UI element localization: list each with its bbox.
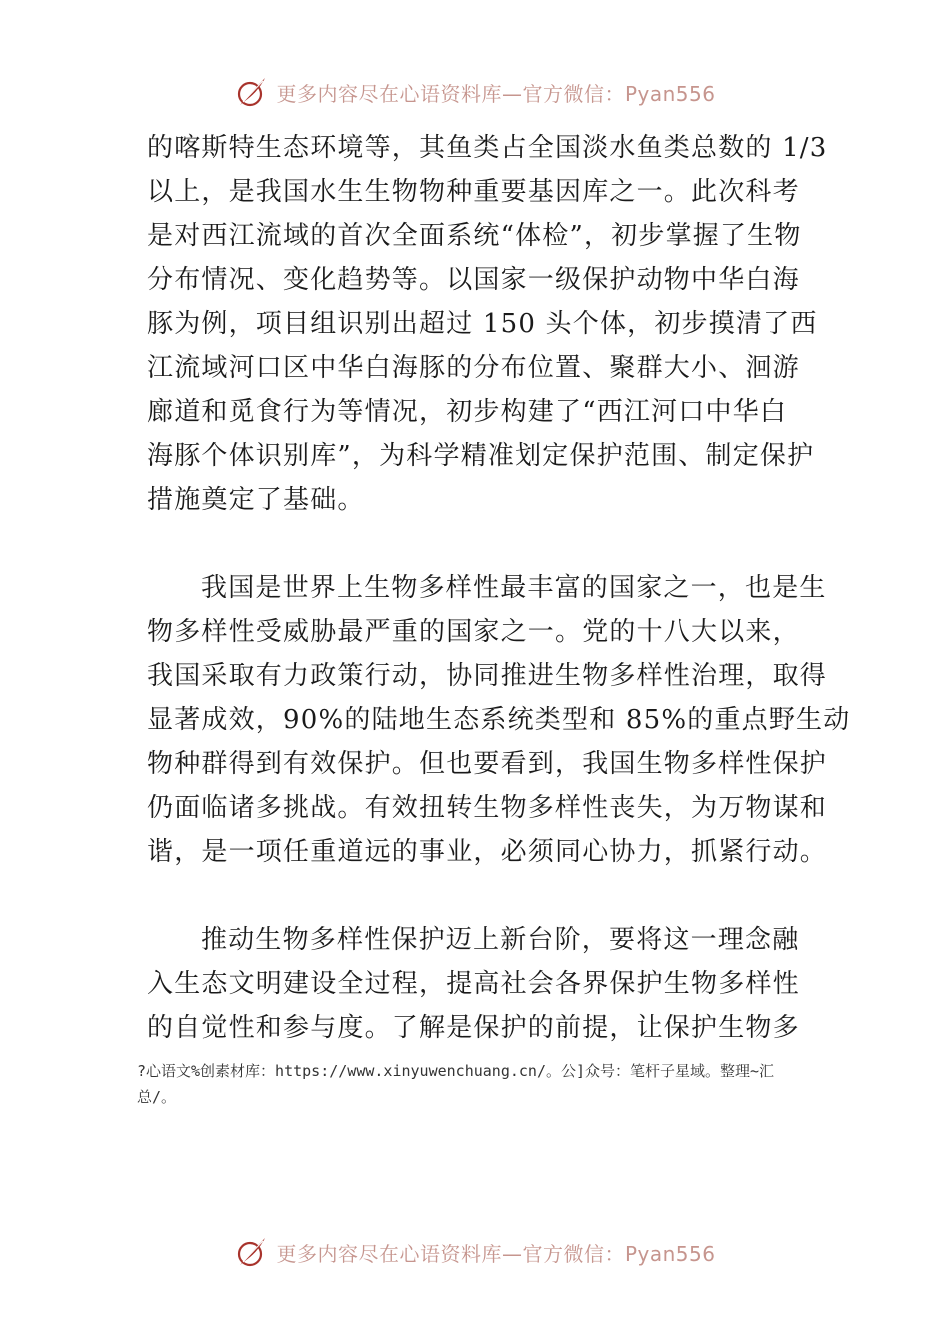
text-line: 推动生物多样性保护迈上新台阶，要将这一理念融 <box>201 925 800 955</box>
text-line: 豚为例，项目组识别出超过 150 头个体，初步摸清了西 <box>147 309 818 339</box>
text-line: 显著成效，90%的陆地生态系统类型和 85%的重点野生动 <box>147 705 851 735</box>
footnote <box>137 1058 837 1110</box>
text-line: 廊道和觅食行为等情况，初步构建了“西江河口中华白 <box>147 397 788 427</box>
footer-banner-text: 更多内容尽在心语资料库—官方微信：Pyan556 <box>276 1241 716 1266</box>
article-body <box>147 126 851 1050</box>
paragraph <box>147 918 837 1050</box>
text-line: 海豚个体识别库”，为科学精准划定保护范围、制定保护 <box>147 441 815 471</box>
quill-logo-icon <box>234 1235 268 1269</box>
footnote-line: 总/。 <box>137 1088 177 1106</box>
text-line: 江流域河口区中华白海豚的分布位置、聚群大小、洄游 <box>147 353 800 383</box>
text-line: 措施奠定了基础。 <box>147 485 365 515</box>
quill-logo-icon <box>234 75 268 109</box>
footer-banner <box>0 1232 950 1272</box>
text-line: 分布情况、变化趋势等。以国家一级保护动物中华白海 <box>147 265 800 295</box>
text-line: 以上，是我国水生生物物种重要基因库之一。此次科考 <box>147 177 800 207</box>
text-line: 物多样性受威胁最严重的国家之一。党的十八大以来， <box>147 617 800 647</box>
text-line: 我国采取有力政策行动，协同推进生物多样性治理，取得 <box>147 661 828 691</box>
text-line: 物种群得到有效保护。但也要看到，我国生物多样性保护 <box>147 749 828 779</box>
footnote-line: ?心语文%创素材库：https://www.xinyuwenchuang.cn/。公]众号：笔杆子星域。整理~汇 <box>137 1062 775 1080</box>
text-line: 入生态文明建设全过程，提高社会各界保护生物多样性 <box>147 969 800 999</box>
text-line: 仍面临诸多挑战。有效扭转生物多样性丧失，为万物谋和 <box>147 793 828 823</box>
paragraph <box>147 126 837 522</box>
text-line: 的自觉性和参与度。了解是保护的前提，让保护生物多 <box>147 1013 800 1043</box>
paragraph-gap <box>147 874 837 918</box>
header-banner-text: 更多内容尽在心语资料库—官方微信：Pyan556 <box>276 81 716 106</box>
text-line: 是对西江流域的首次全面系统“体检”，初步掌握了生物 <box>147 221 802 251</box>
paragraph <box>147 566 851 874</box>
text-line: 谐，是一项任重道远的事业，必须同心协力，抓紧行动。 <box>147 837 828 867</box>
text-line: 的喀斯特生态环境等，其鱼类占全国淡水鱼类总数的 1/3 <box>147 133 828 163</box>
header-banner <box>0 72 950 112</box>
paragraph-gap <box>147 522 837 566</box>
text-line: 我国是世界上生物多样性最丰富的国家之一，也是生 <box>201 573 827 603</box>
